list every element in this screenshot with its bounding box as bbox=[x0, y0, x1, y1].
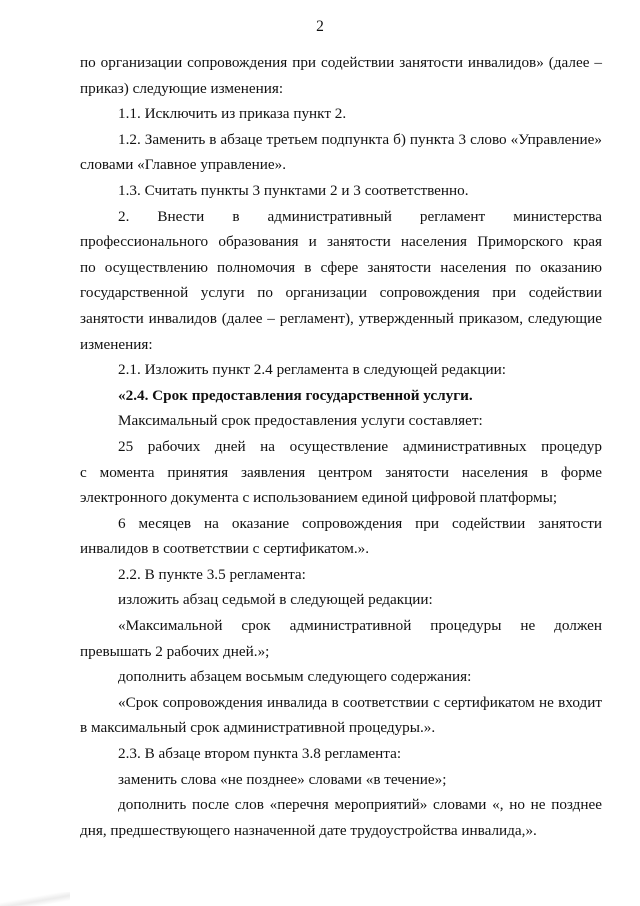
text-line: 1.3. Считать пункты 3 пунктами 2 и 3 соответственно. bbox=[118, 181, 469, 199]
text-line: профессионального образования и занятости населения Приморского края bbox=[80, 233, 602, 251]
paragraph-add-words bbox=[80, 792, 602, 843]
section-heading-2-4 bbox=[80, 383, 602, 409]
text-line: 2.1. Изложить пункт 2.4 регламента в следующей редакции: bbox=[118, 361, 506, 379]
text-line: электронного документа с использованием единой цифровой платформы; bbox=[80, 489, 558, 507]
text-line: в максимальный срок административной процедуры.». bbox=[80, 719, 436, 737]
text-line: 2.2. В пункте 3.5 регламента: bbox=[118, 565, 306, 583]
text-line: инвалидов в соответствии с сертификатом.». bbox=[80, 540, 370, 558]
text-line: с момента принятия заявления центром занятости населения в форме bbox=[80, 463, 602, 481]
paragraph-1-3 bbox=[80, 178, 602, 204]
text-line: приказ) следующие изменения: bbox=[80, 79, 284, 97]
paragraph-1-2 bbox=[80, 127, 602, 178]
paragraph-max-procedure bbox=[80, 613, 602, 664]
text-line: 2. Внести в административный регламент министерства bbox=[118, 207, 602, 225]
scan-artifact bbox=[0, 892, 70, 906]
paragraph-2 bbox=[80, 204, 602, 358]
document-body bbox=[80, 50, 602, 843]
text-line: 6 месяцев на оказание сопровождения при содействии занятости bbox=[118, 514, 602, 532]
text-line: дополнить абзацем восьмым следующего содержания: bbox=[118, 668, 472, 686]
text-line: «Срок сопровождения инвалида в соответствии с сертификатом не входит bbox=[118, 693, 602, 711]
text-line: дня, предшествующего назначенной дате трудоустройства инвалида,». bbox=[80, 821, 537, 839]
text-line: изложить абзац седьмой в следующей редакции: bbox=[118, 591, 433, 609]
paragraph-2-2 bbox=[80, 562, 602, 588]
paragraph-25-days bbox=[80, 434, 602, 511]
text-line: 2.3. В абзаце втором пункта 3.8 регламента: bbox=[118, 745, 402, 763]
text-line: по организации сопровождения при содействии занятости инвалидов» (далее – bbox=[80, 54, 602, 71]
text-line: дополнить после слов «перечня мероприятий» словами «, но не позднее bbox=[118, 796, 602, 814]
text-line: 25 рабочих дней на осуществление административных процедур bbox=[118, 437, 602, 455]
text-line: 1.2. Заменить в абзаце третьем подпункта б) пункта 3 слово «Управление» bbox=[118, 130, 602, 148]
paragraph-eighth bbox=[80, 664, 602, 690]
text-line: 1.1. Исключить из приказа пункт 2. bbox=[118, 105, 347, 123]
paragraph-intro-continuation bbox=[80, 50, 602, 101]
paragraph-2-3 bbox=[80, 741, 602, 767]
text-line: «Максимальной срок административной процедуры не должен bbox=[118, 617, 602, 635]
text-line: по осуществлению полномочия в сфере занятости населения по оказанию bbox=[80, 258, 602, 276]
text-line: Максимальный срок предоставления услуги составляет: bbox=[118, 412, 483, 430]
text-line: занятости инвалидов (далее – регламент), утвержденный приказом, следующие bbox=[80, 309, 602, 327]
section-heading: «2.4. Срок предоставления государственной услуги. bbox=[118, 386, 473, 404]
text-line: превышать 2 рабочих дней.»; bbox=[80, 642, 270, 660]
text-line: государственной услуги по организации сопровождения при содействии bbox=[80, 284, 602, 302]
paragraph-support-term bbox=[80, 690, 602, 741]
text-line: заменить слова «не позднее» словами «в течение»; bbox=[118, 770, 447, 788]
paragraph-2-1 bbox=[80, 357, 602, 383]
page-number: 2 bbox=[316, 18, 324, 35]
paragraph-6-months bbox=[80, 511, 602, 562]
paragraph-1-1 bbox=[80, 101, 602, 127]
text-line: словами «Главное управление». bbox=[80, 156, 287, 174]
paragraph-replace-words bbox=[80, 767, 602, 793]
text-line: изменения: bbox=[80, 335, 153, 353]
paragraph-seventh bbox=[80, 587, 602, 613]
paragraph-max-term bbox=[80, 408, 602, 434]
